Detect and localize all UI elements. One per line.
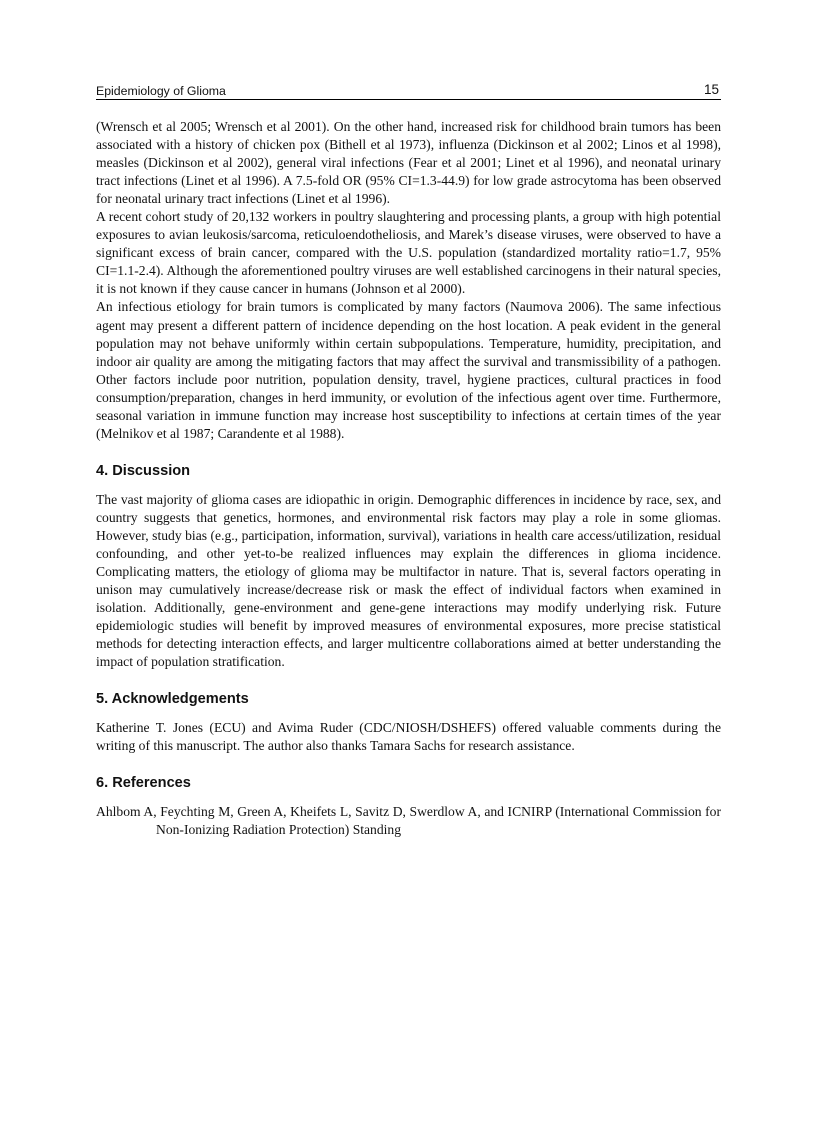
section-heading-references: 6. References (96, 775, 191, 792)
body-paragraph-1: (Wrensch et al 2005; Wrensch et al 2001). On the other hand, increased risk for childhood brain tumors has been associated with a history of chicken pox (Bithell et al 1973), influenza (Dickinson et al 2002; Linos et al 1998), measles (Dickinson et al 2002), general viral infections (Fear et al 2001; Linet et al 1996), and neonatal urinary tract infections (Linet et al 1996). A 7.5-fold OR (95% CI=1.3-44.9) for low grade astrocytoma has been observed for neonatal urinary tract infections (Linet et al 1996). (96, 119, 721, 207)
body-paragraph-3: An infectious etiology for brain tumors is complicated by many factors (Naumova 2006). The same infectious agent may present a different pattern of incidence depending on the host location. A peak evident in the general population may not behave uniformly within certain subpopulations. Temperature, humidity, precipitation, and indoor air quality are among the mitigating factors that may affect the survival and transmissibility of a pathogen. Other factors include poor nutrition, population density, travel, hygiene practices, cultural practices in food consumption/preparation, changes in herd immunity, or evolution of the infectious agent over time. Furthermore, seasonal variation in immune function may increase host susceptibility to infections at certain times of the year (Melnikov et al 1987; Carandente et al 1988). (96, 299, 721, 441)
page-body (96, 118, 721, 840)
body-paragraph-2: A recent cohort study of 20,132 workers in poultry slaughtering and processing plants, a group with high potential exposures to avian leukosis/sarcoma, reticuloendotheliosis, and Marek’s disease viruses, were observed to have a significant excess of brain cancer, compared with the U.S. population (standardized mortality ratio=1.7, 95% CI=1.1-2.4). Although the aforementioned poultry viruses are well established carcinogens in their natural species, it is not known if they cause cancer in humans (Johnson et al 2000). (96, 209, 721, 297)
page-number: 15 (703, 82, 719, 97)
running-title: Epidemiology of Glioma (96, 84, 226, 98)
section-heading-discussion: 4. Discussion (96, 462, 191, 479)
section-heading-acknowledgements: 5. Acknowledgements (96, 691, 249, 708)
acknowledgements-paragraph: Katherine T. Jones (ECU) and Avima Ruder (CDC/NIOSH/DSHEFS) offered valuable comments during the writing of this manuscript. The author also thanks Tamara Sachs for research assistance. (96, 720, 721, 754)
reference-entry: Ahlbom A, Feychting M, Green A, Kheifets L, Savitz D, Swerdlow A, and ICNIRP (International Commission for Non-Ionizing Radiation Protection) Standing (96, 804, 721, 838)
discussion-paragraph: The vast majority of glioma cases are idiopathic in origin. Demographic differences in incidence by race, sex, and country suggests that genetics, hormones, and environmental risk factors may play a role in some gliomas. However, study bias (e.g., participation, information, survival), variations in health care access/utilization, residual confounding, and other yet-to-be realized influences may explain the differences in glioma incidence. Complicating matters, the etiology of glioma may be multifactor in nature. That is, several factors operating in unison may cumulatively increase/decrease risk or mask the effect of individual factors when examined in isolation. Additionally, gene-environment and gene-gene interactions may modify underlying risk. Future epidemiologic studies will benefit by improved measures of environmental exposures, more precise statistical methods for detecting interaction effects, and larger multicentre collaborations aimed at better understanding the impact of population stratification. (96, 491, 721, 670)
running-header (96, 79, 721, 100)
